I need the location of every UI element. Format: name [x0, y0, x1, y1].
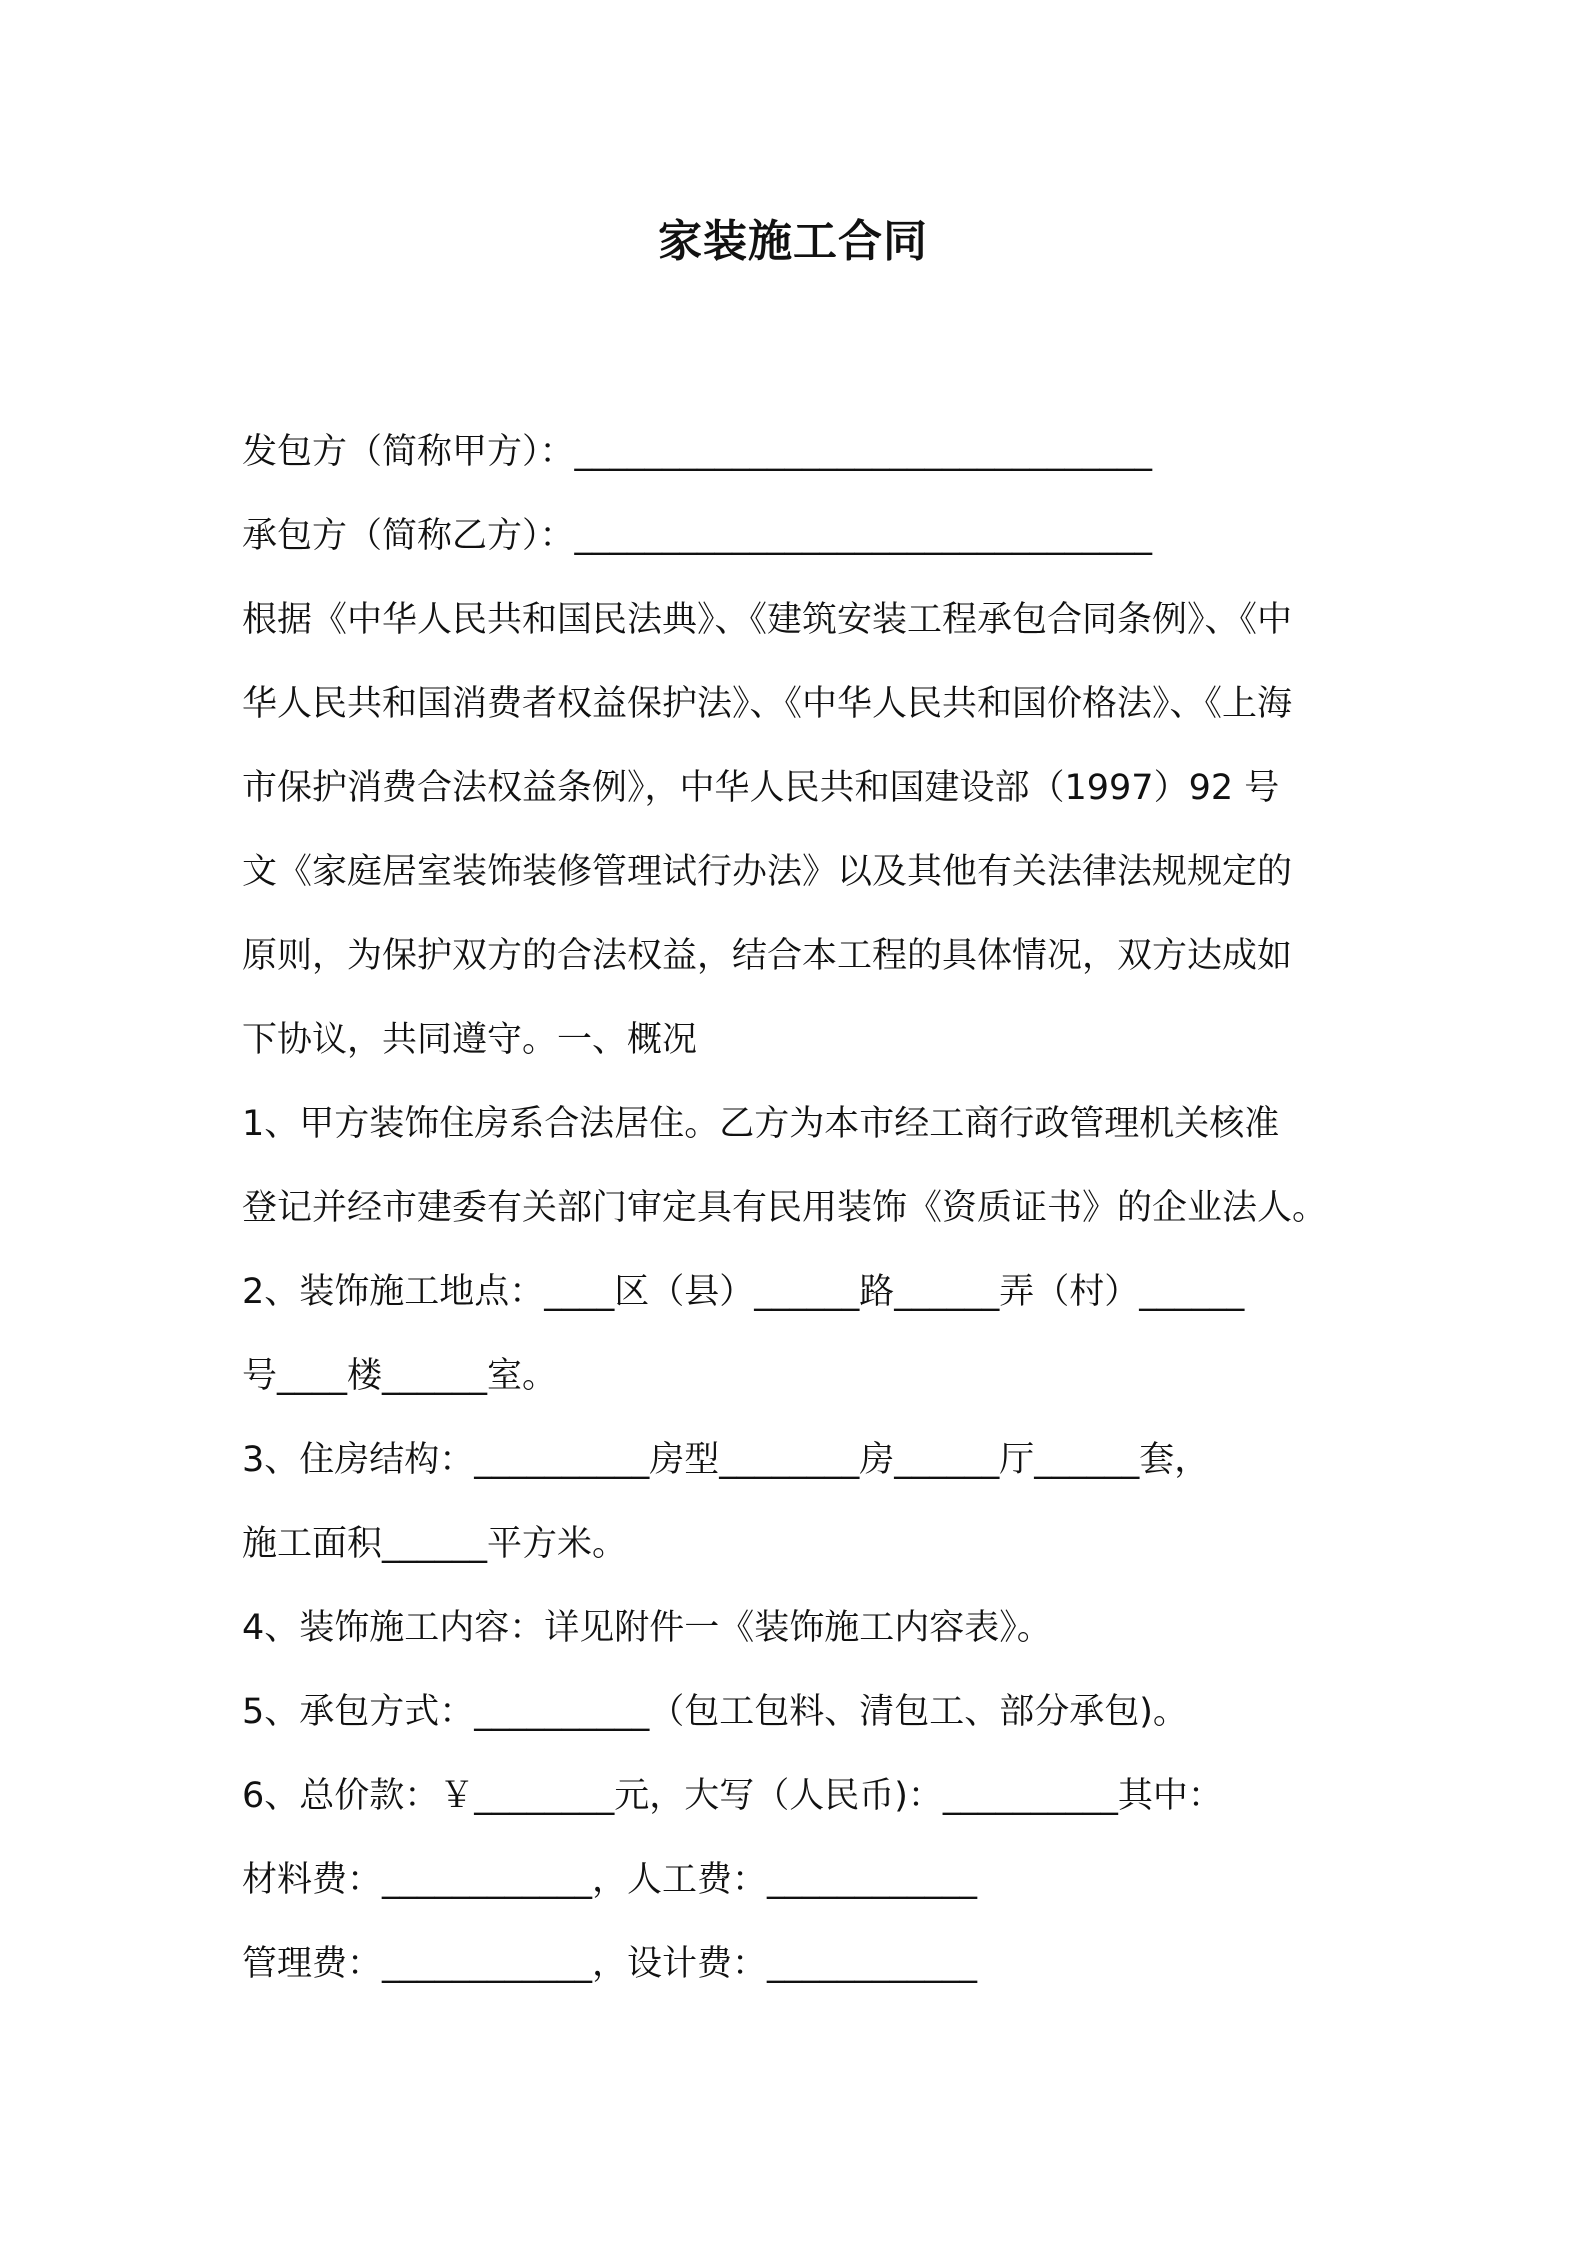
clause-line: 施工面积______平方米。: [242, 1524, 628, 1564]
preamble-line: 华人民共和国消费者权益保护法》、《中华人民共和国价格法》、《上海: [242, 684, 1293, 724]
party-b-line: 承包方（简称乙方）：_________________________________: [242, 516, 1153, 556]
document-body: [242, 410, 1352, 2006]
clause-line: 6、总价款：￥________元，大写（人民币)：__________其中：: [242, 1776, 1223, 1816]
clause-line: 管理费：____________，设计费：____________: [242, 1944, 978, 1984]
clause-line: 登记并经市建委有关部门审定具有民用装饰《资质证书》的企业法人。: [242, 1188, 1328, 1228]
preamble-line: 文《家庭居室装饰装修管理试行办法》以及其他有关法律法规规定的: [242, 852, 1293, 892]
clause-line: 1、甲方装饰住房系合法居住。乙方为本市经工商行政管理机关核准: [242, 1104, 1280, 1144]
clause-line: 5、承包方式：__________（包工包料、清包工、部分承包)。: [242, 1692, 1188, 1732]
clause-line: 4、装饰施工内容：详见附件一《装饰施工内容表》。: [242, 1608, 1052, 1648]
preamble-line: 原则，为保护双方的合法权益，结合本工程的具体情况，双方达成如: [242, 936, 1293, 976]
preamble-line: 根据《中华人民共和国民法典》、《建筑安装工程承包合同条例》、《中: [242, 600, 1293, 640]
preamble-line: 市保护消费合法权益条例》，中华人民共和国建设部（1997）92 号: [242, 768, 1280, 808]
document-title: 家装施工合同: [658, 216, 928, 267]
clause-line: 号____楼______室。: [242, 1356, 558, 1396]
clause-line: 材料费：____________，人工费：____________: [242, 1860, 978, 1900]
clause-line: 2、装饰施工地点：____区（县）______路______弄（村）______: [242, 1272, 1245, 1312]
clause-line: 3、住房结构：__________房型________房______厅______套，: [242, 1440, 1210, 1480]
party-a-line: 发包方（简称甲方）：_________________________________: [242, 432, 1153, 472]
preamble-line: 下协议，共同遵守。一、概况: [242, 1020, 698, 1060]
